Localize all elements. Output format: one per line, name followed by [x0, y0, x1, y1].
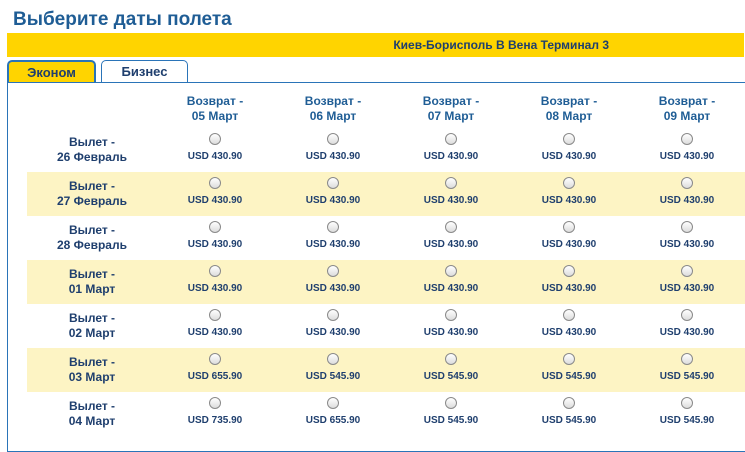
column-header-line1: Возврат -: [540, 94, 598, 108]
fare-radio[interactable]: [563, 177, 575, 189]
fare-cell[interactable]: [628, 133, 745, 162]
fare-radio[interactable]: [209, 133, 221, 145]
tab-economy[interactable]: Эконом: [7, 60, 96, 82]
fare-cell[interactable]: [274, 397, 392, 426]
fare-radio[interactable]: [209, 265, 221, 277]
row-header-departure: [27, 355, 157, 385]
fare-radio[interactable]: [563, 133, 575, 145]
fare-cell[interactable]: [392, 309, 510, 338]
tab-business[interactable]: Бизнес: [101, 60, 188, 82]
fare-cell[interactable]: [274, 177, 392, 206]
fare-price: USD 655.90: [187, 371, 243, 382]
column-header-return: [510, 94, 628, 124]
row-header-departure: [27, 311, 157, 341]
fare-cell[interactable]: [156, 221, 274, 250]
fare-radio[interactable]: [563, 353, 575, 365]
page-title: Выберите даты полета: [13, 9, 232, 30]
fare-radio[interactable]: [209, 353, 221, 365]
fare-cell[interactable]: [274, 265, 392, 294]
row-header-date: 01 Март: [68, 282, 116, 296]
fare-radio[interactable]: [681, 177, 693, 189]
fare-cell[interactable]: [510, 221, 628, 250]
fare-radio[interactable]: [209, 221, 221, 233]
column-header-return: [628, 94, 745, 124]
fare-price: USD 430.90: [305, 195, 361, 206]
row-header-date: 28 Февраль: [57, 238, 127, 252]
fare-cell[interactable]: [510, 265, 628, 294]
fare-cell[interactable]: [510, 309, 628, 338]
column-header-line1: Возврат -: [304, 94, 362, 108]
column-header-return: [392, 94, 510, 124]
row-header-line1: Вылет -: [68, 179, 116, 193]
row-header-line1: Вылет -: [68, 355, 116, 369]
fare-radio[interactable]: [445, 309, 457, 321]
fare-cell[interactable]: [510, 397, 628, 426]
fare-price: USD 545.90: [423, 415, 479, 426]
fare-cell[interactable]: [392, 397, 510, 426]
fare-price: USD 430.90: [423, 151, 479, 162]
fare-radio[interactable]: [681, 221, 693, 233]
fare-cell[interactable]: [392, 177, 510, 206]
row-header-line1: Вылет -: [68, 311, 116, 325]
column-header-return: [156, 94, 274, 124]
fare-cell[interactable]: [510, 133, 628, 162]
fare-price: USD 430.90: [659, 195, 715, 206]
table-row: [27, 348, 745, 392]
row-header-departure: [27, 135, 157, 165]
row-header-departure: [27, 223, 157, 253]
fare-radio[interactable]: [327, 353, 339, 365]
table-row: [27, 172, 745, 216]
fare-radio[interactable]: [681, 133, 693, 145]
fare-price: USD 545.90: [659, 371, 715, 382]
fare-radio[interactable]: [327, 309, 339, 321]
fare-radio[interactable]: [563, 265, 575, 277]
route-label: Киев-Борисполь В Вена Терминал 3: [393, 38, 609, 52]
fare-price: USD 430.90: [659, 283, 715, 294]
row-header-date: 03 Март: [68, 370, 116, 384]
fare-radio[interactable]: [445, 353, 457, 365]
fare-price: USD 430.90: [187, 151, 243, 162]
fare-radio[interactable]: [327, 133, 339, 145]
row-header-date: 27 Февраль: [57, 194, 127, 208]
fare-price: USD 430.90: [187, 195, 243, 206]
fare-cell[interactable]: [628, 309, 745, 338]
column-header-return: [274, 94, 392, 124]
fare-price: USD 545.90: [423, 371, 479, 382]
fare-cell[interactable]: [510, 177, 628, 206]
fare-radio[interactable]: [563, 221, 575, 233]
column-header-line1: Возврат -: [186, 94, 244, 108]
fare-cell[interactable]: [274, 133, 392, 162]
fare-price: USD 430.90: [305, 283, 361, 294]
fare-cell[interactable]: [156, 397, 274, 426]
row-header-date: 02 Март: [68, 326, 116, 340]
fare-price: USD 430.90: [423, 283, 479, 294]
fare-radio[interactable]: [327, 397, 339, 409]
fare-cell[interactable]: [392, 221, 510, 250]
column-header-date: 06 Март: [309, 109, 357, 123]
fare-cell[interactable]: [392, 353, 510, 382]
table-row: [27, 392, 745, 436]
fare-radio[interactable]: [327, 177, 339, 189]
fare-cell[interactable]: [156, 353, 274, 382]
fare-radio[interactable]: [563, 309, 575, 321]
route-bar: [7, 33, 744, 57]
table-row: [27, 128, 745, 172]
column-header-date: 07 Март: [427, 109, 475, 123]
row-header-line1: Вылет -: [68, 135, 116, 149]
row-header-line1: Вылет -: [68, 223, 116, 237]
column-header-date: 05 Март: [191, 109, 239, 123]
fare-radio[interactable]: [327, 221, 339, 233]
fare-radio[interactable]: [681, 397, 693, 409]
row-header-line1: Вылет -: [68, 267, 116, 281]
fare-cell[interactable]: [156, 265, 274, 294]
fare-price: USD 430.90: [541, 151, 597, 162]
fare-price: USD 545.90: [541, 371, 597, 382]
fare-price: USD 545.90: [305, 371, 361, 382]
fare-cell[interactable]: [392, 133, 510, 162]
fare-price: USD 430.90: [187, 327, 243, 338]
row-header-line1: Вылет -: [68, 399, 116, 413]
table-row: [27, 260, 745, 304]
fare-cell[interactable]: [628, 353, 745, 382]
column-header-line1: Возврат -: [422, 94, 480, 108]
fare-cell[interactable]: [392, 265, 510, 294]
fare-cell[interactable]: [628, 397, 745, 426]
fare-price: USD 430.90: [423, 327, 479, 338]
fare-radio[interactable]: [209, 397, 221, 409]
fare-price: USD 430.90: [423, 195, 479, 206]
fare-price: USD 430.90: [305, 239, 361, 250]
fare-cell[interactable]: [156, 133, 274, 162]
table-row: [27, 304, 745, 348]
row-header-date: 04 Март: [68, 414, 116, 428]
fare-radio[interactable]: [445, 221, 457, 233]
fare-radio[interactable]: [563, 397, 575, 409]
fare-price: USD 430.90: [541, 327, 597, 338]
fare-price: USD 430.90: [187, 239, 243, 250]
fare-price: USD 430.90: [423, 239, 479, 250]
fare-radio[interactable]: [445, 265, 457, 277]
row-header-departure: [27, 179, 157, 209]
fare-price: USD 430.90: [659, 151, 715, 162]
fare-radio[interactable]: [445, 133, 457, 145]
fare-cell[interactable]: [274, 221, 392, 250]
flight-dates-grid: [7, 82, 745, 452]
fare-radio[interactable]: [209, 177, 221, 189]
fare-price: USD 430.90: [659, 239, 715, 250]
fare-radio[interactable]: [681, 353, 693, 365]
fare-cell[interactable]: [156, 309, 274, 338]
fare-price: USD 430.90: [659, 327, 715, 338]
fare-price: USD 430.90: [305, 327, 361, 338]
row-header-departure: [27, 267, 157, 297]
fare-cell[interactable]: [628, 265, 745, 294]
row-header-departure: [27, 399, 157, 429]
fare-radio[interactable]: [681, 309, 693, 321]
column-header-date: 09 Март: [663, 109, 711, 123]
row-header-date: 26 Февраль: [57, 150, 127, 164]
fare-price: USD 430.90: [187, 283, 243, 294]
fare-price: USD 430.90: [541, 239, 597, 250]
table-row: [27, 216, 745, 260]
fare-cell[interactable]: [628, 221, 745, 250]
fare-radio[interactable]: [327, 265, 339, 277]
fare-price: USD 430.90: [541, 283, 597, 294]
fare-radio[interactable]: [445, 397, 457, 409]
column-header-line1: Возврат -: [658, 94, 716, 108]
fare-price: USD 545.90: [541, 415, 597, 426]
fare-price: USD 545.90: [659, 415, 715, 426]
fare-radio[interactable]: [209, 309, 221, 321]
fare-cell[interactable]: [274, 309, 392, 338]
fare-radio[interactable]: [445, 177, 457, 189]
fare-radio[interactable]: [681, 265, 693, 277]
fare-price: USD 655.90: [305, 415, 361, 426]
fare-price: USD 430.90: [305, 151, 361, 162]
fare-cell[interactable]: [510, 353, 628, 382]
fare-price: USD 735.90: [187, 415, 243, 426]
fare-cell[interactable]: [274, 353, 392, 382]
fare-cell[interactable]: [156, 177, 274, 206]
fare-price: USD 430.90: [541, 195, 597, 206]
fare-cell[interactable]: [628, 177, 745, 206]
column-header-date: 08 Март: [545, 109, 593, 123]
